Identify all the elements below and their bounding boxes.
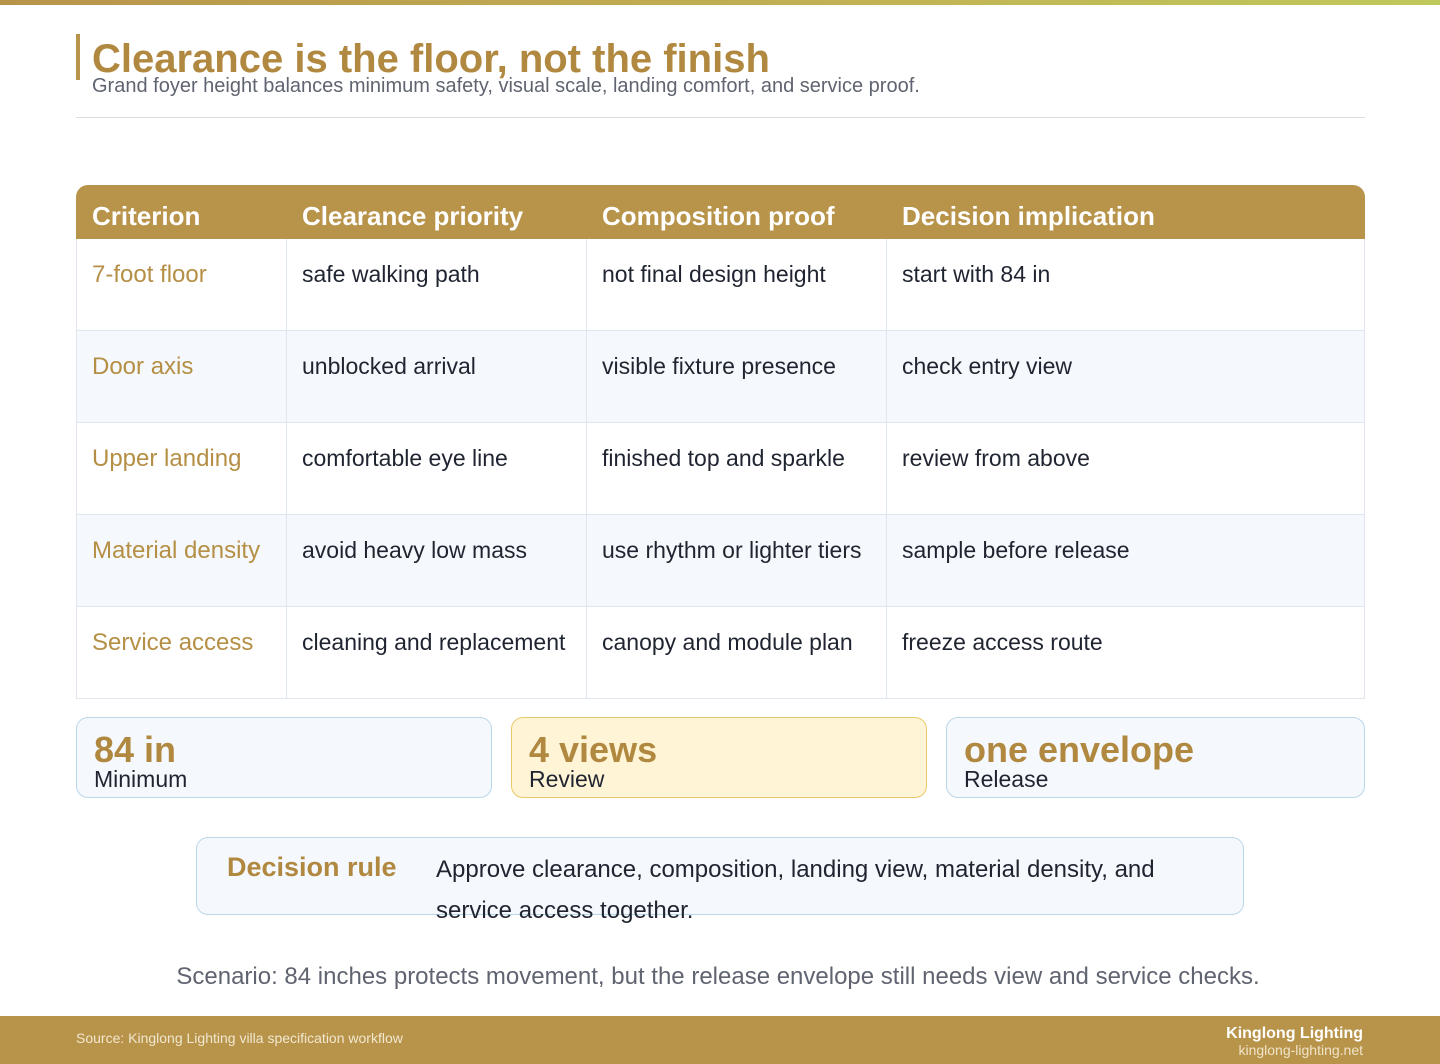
header-criterion: Criterion: [92, 201, 201, 231]
table-cell: use rhythm or lighter tiers: [586, 515, 886, 607]
stat-label: Minimum: [94, 766, 188, 792]
table-row: [76, 607, 1365, 699]
stat-value: 4 views: [529, 729, 658, 770]
table-cell: finished top and sparkle: [586, 423, 886, 515]
stat-card-minimum: [76, 717, 492, 798]
page-title: Clearance is the floor, not the finish: [92, 37, 770, 81]
table-cell: avoid heavy low mass: [286, 515, 586, 607]
page-subtitle: Grand foyer height balances minimum safety, visual scale, landing comfort, and service proof.: [92, 75, 920, 97]
decision-rule-text: Approve clearance, composition, landing view, material density, and service access together.: [436, 856, 1155, 924]
table-row: [76, 331, 1365, 423]
source-note: Source: Kinglong Lighting villa specification workflow: [76, 1030, 403, 1046]
header-decision-implication: Decision implication: [902, 201, 1155, 231]
table-cell: comfortable eye line: [286, 423, 586, 515]
criterion-cell: 7-foot floor: [76, 239, 286, 331]
table-body: [76, 239, 1365, 699]
table-row: [76, 423, 1365, 515]
table-cell: not final design height: [586, 239, 886, 331]
stat-card-release: [946, 717, 1365, 798]
title-block: [76, 34, 770, 80]
table-row: [76, 515, 1365, 607]
scenario-note: Scenario: 84 inches protects movement, but the release envelope still needs view and service checks.: [176, 963, 1260, 990]
top-accent-bar: [0, 0, 1440, 5]
criterion-cell: Door axis: [76, 331, 286, 423]
table-row: [76, 239, 1365, 331]
criterion-cell: Service access: [76, 607, 286, 699]
decision-rule-box: [196, 837, 1244, 924]
table-header: [76, 185, 1365, 239]
header-composition-proof: Composition proof: [602, 201, 835, 231]
stat-value: one envelope: [964, 729, 1195, 770]
table-cell: visible fixture presence: [586, 331, 886, 423]
table-cell: review from above: [886, 423, 1365, 515]
brand-name: Kinglong Lighting: [1226, 1025, 1363, 1042]
table-cell: cleaning and replacement: [286, 607, 586, 699]
table-cell: freeze access route: [886, 607, 1365, 699]
footer-bar: [0, 1016, 1440, 1064]
stat-label: Review: [529, 766, 605, 792]
criterion-cell: Upper landing: [76, 423, 286, 515]
stat-value: 84 in: [94, 729, 177, 770]
table-cell: unblocked arrival: [286, 331, 586, 423]
table-cell: start with 84 in: [886, 239, 1365, 331]
stat-label: Release: [964, 766, 1049, 792]
table-cell: check entry view: [886, 331, 1365, 423]
decision-rule-label: Decision rule: [227, 852, 397, 882]
criteria-table: [76, 185, 1365, 699]
table-cell: safe walking path: [286, 239, 586, 331]
header-divider: [76, 117, 1365, 118]
table-cell: canopy and module plan: [586, 607, 886, 699]
header-clearance-priority: Clearance priority: [302, 201, 524, 231]
stat-card-review: [511, 717, 927, 798]
table-cell: sample before release: [886, 515, 1365, 607]
criterion-cell: Material density: [76, 515, 286, 607]
brand-url: kinglong-lighting.net: [1238, 1042, 1363, 1058]
